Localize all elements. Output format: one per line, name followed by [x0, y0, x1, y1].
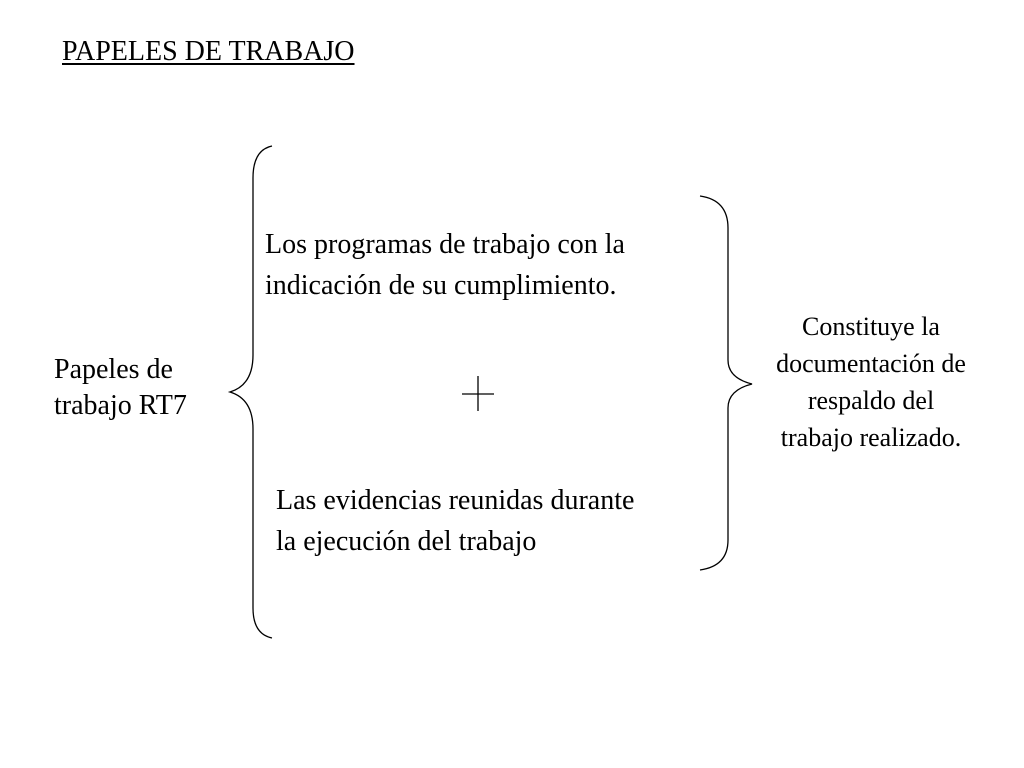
right-label-line-4: trabajo realizado. [780, 423, 962, 452]
right-label-line-2: documentación de [776, 349, 966, 378]
item-programas-line-1: Los programas de trabajo con la [265, 229, 625, 260]
left-label-line-1: Papeles de [54, 354, 173, 385]
item-evidencias-line-2: la ejecución del trabajo [276, 526, 537, 557]
item-evidencias-line-1: Las evidencias reunidas durante [276, 485, 635, 516]
item-programas-line-2: indicación de su cumplimiento. [265, 270, 617, 301]
left-label-line-2: trabajo RT7 [54, 390, 187, 421]
left-brace [230, 146, 272, 638]
right-label-line-3: respaldo del [807, 386, 935, 415]
right-brace [700, 196, 752, 570]
page-title: PAPELES DE TRABAJO [62, 36, 355, 67]
right-label-line-1: Constituye la [802, 312, 940, 341]
